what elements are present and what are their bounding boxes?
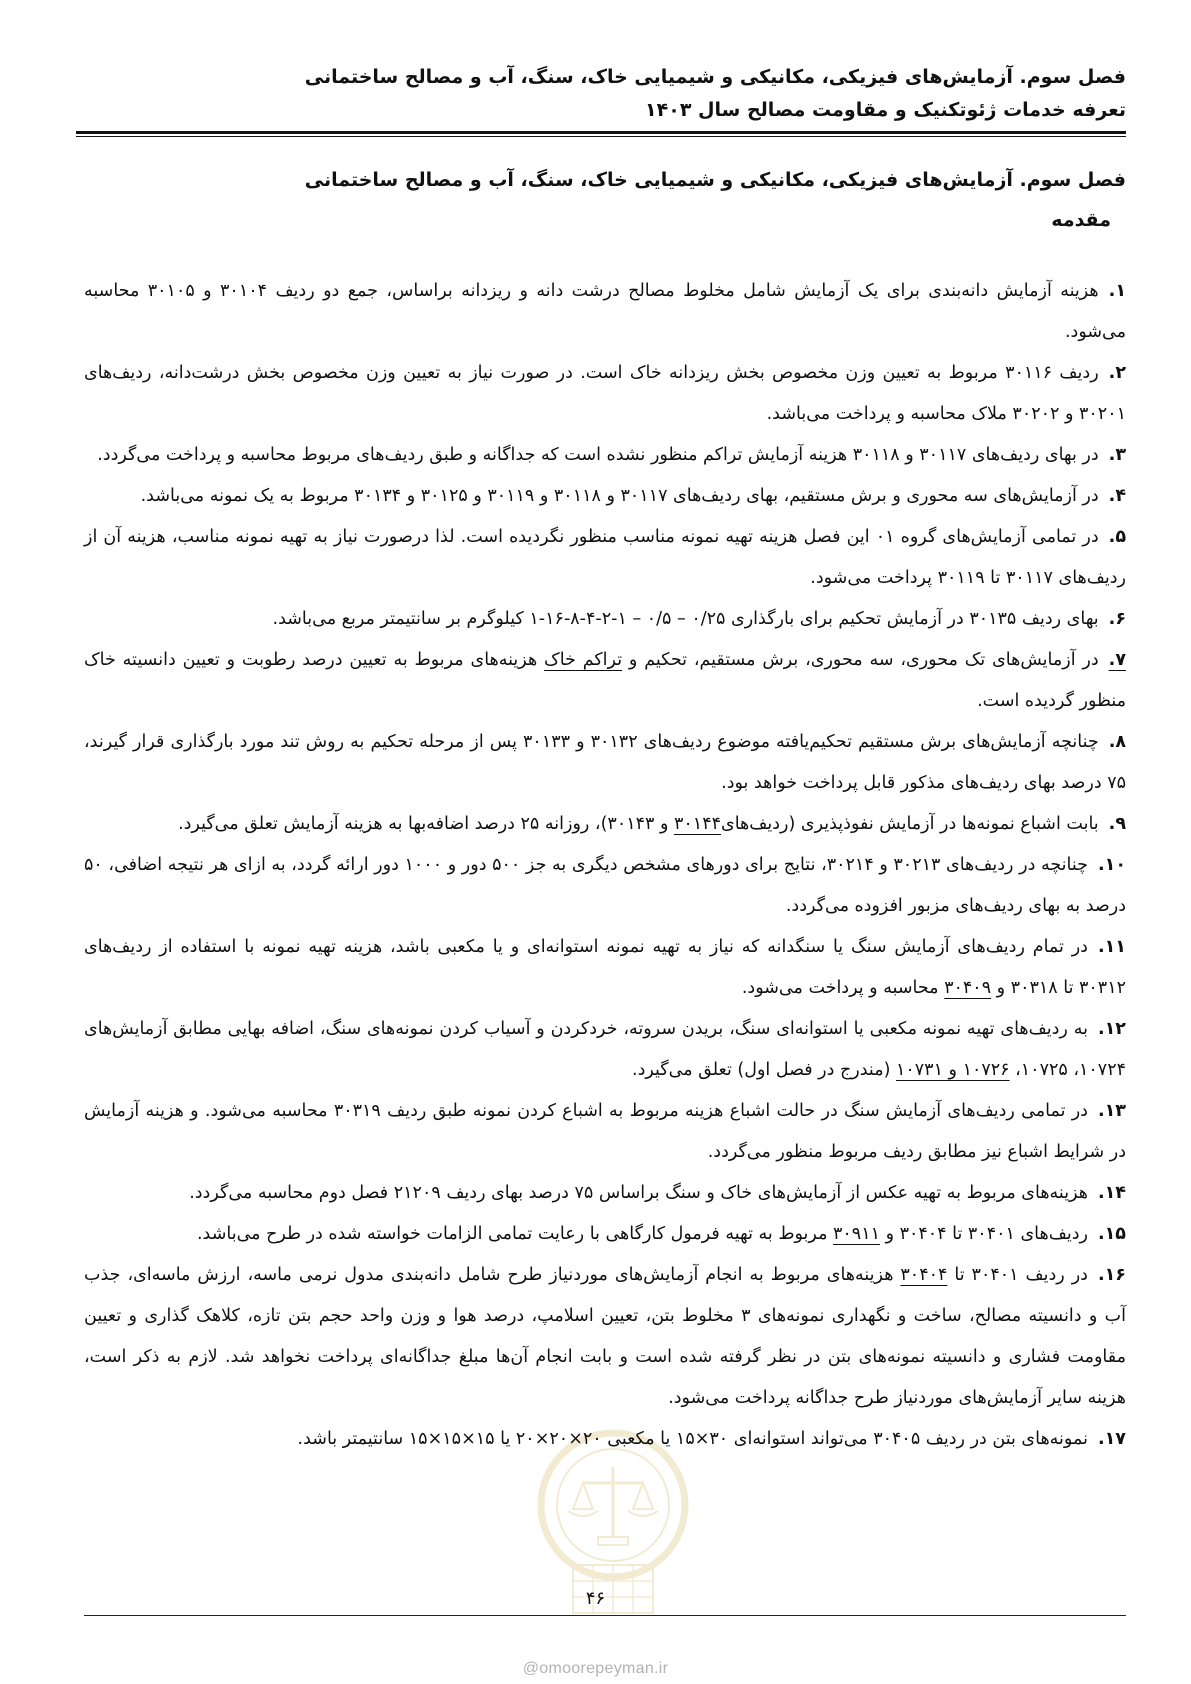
item-text: در تمامی ردیف‌های آزمایش سنگ در حالت اشباع هزینه مربوط به اشباع کردن نمونه طبق ردیف ۳۰۳۱۹ محاسبه می‌شود. و هزینه آزمایش در شرایط اشباع نیز مطابق ردیف مربوط منظور می‌گردد. <box>84 1101 1126 1162</box>
list-item <box>84 1419 1126 1460</box>
section-title: مقدمه <box>1051 209 1111 231</box>
item-text: نمونه‌های بتن در ردیف ۳۰۴۰۵ می‌تواند استوانه‌ای ۳۰×۱۵ یا مکعبی ۲۰×۲۰×۲۰ یا ۱۵×۱۵×۱۵ سانتیمتر باشد. <box>297 1429 1088 1449</box>
running-header-tariff: تعرفه خدمات ژئوتکنیک و مقاومت مصالح سال ۱۴۰۳ <box>645 99 1126 121</box>
item-number: ۱۷. <box>1097 1429 1126 1449</box>
underlined-text: ۳۰۹۱۱ <box>833 1224 880 1244</box>
item-text: هزینه‌های مربوط به انجام آزمایش‌های موردنیاز طرح شامل دانه‌بندی مدول نرمی ماسه، ارزش ماسه‌ای، جذب آب و دانسیته مصالح، ساخت و نگهداری نمونه‌های ۳ مخلوط بتن، تعیین اسلامپ، درصد هوا و وزن واحد حجم بتن تازه، کلاهک گذاری و تعیین مقاومت فشاری و دانسیته نمونه‌های بتن در نظر گرفته شده است و بابت انجام آن‌ها مبلغ جداگانه‌ای پرداخت نخواهد شد. لازم به ذکر است، هزینه سایر آزمایش‌های موردنیاز طرح جداگانه پرداخت می‌شود. <box>84 1265 1126 1408</box>
item-text: هزینه آزمایش دانه‌بندی برای یک آزمایش شامل مخلوط مصالح درشت دانه و ریزدانه براساس، جمع دو ردیف ۳۰۱۰۴ و ۳۰۱۰۵ محاسبه می‌شود. <box>84 281 1126 342</box>
list-item <box>84 927 1126 1009</box>
list-item <box>84 804 1126 845</box>
item-text: در بهای ردیف‌های ۳۰۱۱۷ و ۳۰۱۱۸ هزینه آزمایش تراکم منظور نشده است که جداگانه و طبق ردیف‌های مربوط محاسبه و پرداخت می‌گردد. <box>97 445 1099 465</box>
list-item <box>84 353 1126 435</box>
list-item <box>84 640 1126 722</box>
item-number: ۲. <box>1108 363 1127 383</box>
chapter-title: فصل سوم. آزمایش‌های فیزیکی، مکانیکی و شیمیایی خاک، سنگ، آب و مصالح ساختمانی <box>304 169 1126 191</box>
item-number: ۱. <box>1108 281 1126 301</box>
list-item <box>84 1255 1126 1419</box>
item-text: بابت اشباع نمونه‌ها در آزمایش نفوذپذیری (ردیف‌های <box>721 814 1099 834</box>
item-text: چنانچه در ردیف‌های ۳۰۲۱۳ و ۳۰۲۱۴، نتایج برای دورهای مشخص دیگری به جز ۵۰۰ دور و ۱۰۰۰ دور ارائه گردد، به ازای هر نتیجه اضافی، ۵۰ درصد به بهای ردیف‌های مزبور افزوده می‌گردد. <box>84 855 1126 916</box>
watermark-url: @omoorepeyman.ir <box>522 1660 669 1677</box>
list-item <box>84 599 1126 640</box>
underlined-text: ۳۰۱۴۴ <box>674 814 721 834</box>
item-number: ۱۰. <box>1097 855 1127 875</box>
item-text: ردیف‌های ۳۰۴۰۱ تا ۳۰۴۰۴ و <box>880 1224 1088 1244</box>
list-item <box>84 271 1126 353</box>
running-header-chapter: فصل سوم. آزمایش‌های فیزیکی، مکانیکی و شیمیایی خاک، سنگ، آب و مصالح ساختمانی <box>304 66 1126 88</box>
item-text: محاسبه و پرداخت می‌شود. <box>741 978 945 998</box>
item-text: هزینه‌های مربوط به تهیه عکس از آزمایش‌های خاک و سنگ براساس ۷۵ درصد بهای ردیف ۲۱۲۰۹ فصل دوم محاسبه می‌گردد. <box>189 1183 1088 1203</box>
header-rule <box>76 131 1126 137</box>
item-text: مربوط به تهیه فرمول کارگاهی با رعایت تمامی الزامات خواسته شده در طرح می‌باشد. <box>196 1224 833 1244</box>
underlined-text: ۳۰۴۰۹ <box>944 978 992 998</box>
item-number: ۴. <box>1108 486 1126 506</box>
item-number: ۳. <box>1108 445 1126 465</box>
item-number: ۱۶. <box>1097 1265 1126 1285</box>
list-item <box>84 435 1126 476</box>
list-item <box>84 1009 1126 1091</box>
underlined-text: ۱۰۷۲۶ و ۱۰۷۳۱ <box>895 1060 1010 1080</box>
item-text: در آزمایش‌های تک محوری، سه محوری، برش مستقیم، تحکیم و <box>622 650 1099 670</box>
item-text: در آزمایش‌های سه محوری و برش مستقیم، بهای ردیف‌های ۳۰۱۱۷ و ۳۰۱۱۸ و ۳۰۱۱۹ و ۳۰۱۲۵ و ۳۰۱۳۴ مربوط به یک نمونه می‌باشد. <box>140 486 1099 506</box>
running-header <box>76 61 1126 127</box>
item-number: ۱۵. <box>1097 1224 1126 1244</box>
item-text: و ۳۰۱۴۳)، روزانه ۲۵ درصد اضافه‌بها به هزینه آزمایش تعلق می‌گیرد. <box>178 814 674 834</box>
footer-rule <box>84 1615 1126 1616</box>
list-item <box>84 476 1126 517</box>
intro-list <box>84 271 1126 1460</box>
item-number: ۶. <box>1108 609 1126 629</box>
item-text: ردیف ۳۰۱۱۶ مربوط به تعیین وزن مخصوص بخش ریزدانه خاک است. در صورت نیاز به تعیین وزن مخصوص بخش درشت‌دانه، ردیف‌های ۳۰۲۰۱ و ۳۰۲۰۲ ملاک محاسبه و پرداخت می‌باشد. <box>84 363 1126 424</box>
item-text: بهای ردیف ۳۰۱۳۵ در آزمایش تحکیم برای بارگذاری ۰/۲۵ – ۰/۵ – ۱-۲-۴-۸-۱۶-۱ کیلوگرم بر سانتیمتر مربع می‌باشد. <box>272 609 1099 629</box>
item-text: به ردیف‌های تهیه نمونه مکعبی یا استوانه‌ای سنگ، بریدن سروته، خردکردن و آسیاب کردن نمونه‌های سنگ، اضافه بهایی مطابق آزمایش‌های ۱۰۷۲۴، ۱۰۷۲۵، <box>84 1019 1126 1080</box>
item-text: هزینه‌های مربوط به تعیین درصد رطوبت و تعیین دانسیته خاک منظور گردیده است. <box>84 650 1126 711</box>
item-text: چنانچه آزمایش‌های برش مستقیم تحکیم‌یافته موضوع ردیف‌های ۳۰۱۳۲ و ۳۰۱۳۳ پس از مرحله تحکیم به روش تند مورد بارگذاری قرار گیرند، ۷۵ درصد بهای ردیف‌های مذکور قابل پرداخت خواهد بود. <box>84 732 1126 793</box>
item-number: ۸. <box>1108 732 1127 752</box>
list-item <box>84 722 1126 804</box>
item-number: ۷. <box>1108 650 1126 670</box>
underlined-text: ۳۰۴۰۴ <box>900 1265 948 1285</box>
item-number: ۱۱. <box>1097 937 1126 957</box>
item-text: در تمام ردیف‌های آزمایش سنگ یا سنگدانه که نیاز به تهیه نمونه استوانه‌ای و یا مکعبی باشد، هزینه تهیه نمونه با استفاده از ردیف‌های ۳۰۳۱۲ تا ۳۰۳۱۸ و <box>84 937 1126 998</box>
item-number: ۱۳. <box>1097 1101 1126 1121</box>
item-number: ۱۲. <box>1097 1019 1126 1039</box>
list-item <box>84 1214 1126 1255</box>
item-text: در ردیف ۳۰۴۰۱ تا <box>947 1265 1088 1285</box>
item-text: (مندرج در فصل اول) تعلق می‌گیرد. <box>632 1060 896 1080</box>
item-text: در تمامی آزمایش‌های گروه ۰۱ این فصل هزینه تهیه نمونه مناسب منظور نگردیده است. لذا درصورت نیاز به تهیه نمونه مناسب، هزینه آن از ردیف‌های ۳۰۱۱۷ تا ۳۰۱۱۹ پرداخت می‌شود. <box>84 527 1126 588</box>
item-number: ۱۴. <box>1097 1183 1126 1203</box>
list-item <box>84 1173 1126 1214</box>
list-item <box>84 1091 1126 1173</box>
list-item <box>84 517 1126 599</box>
list-item <box>84 845 1126 927</box>
item-number: ۹. <box>1108 814 1126 834</box>
page-number: ۴۶ <box>585 1588 606 1609</box>
underlined-text: تراکم خاک <box>544 650 623 670</box>
item-number: ۵. <box>1108 527 1126 547</box>
